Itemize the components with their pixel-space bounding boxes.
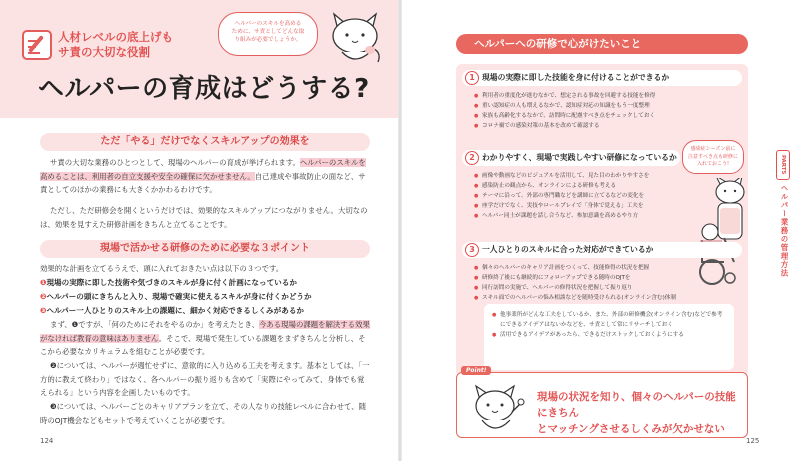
bubble-line-3: 入れておこう! (696, 161, 729, 167)
chapter-title-label: ヘルパー業務の管理方法 (780, 184, 789, 278)
bullet-item: ● 利用者の重度化が進むなかで、想定される事故を回避する技能を修得 (474, 91, 655, 101)
right-section-header: ヘルパーへの研修で心がけたいこと (456, 34, 748, 54)
wheelchair-care-illustration-icon (690, 178, 758, 288)
three-points-list (40, 276, 370, 318)
bullet-item: ● 個々のヘルパーのキャリア計画をつくって、技能修得の状況を把握 (474, 263, 676, 273)
point-1-bullets (474, 91, 655, 131)
point-item-1 (40, 276, 370, 290)
point-title: わかりやすく、現場で実践しやすい研修になっているか (482, 153, 677, 162)
point-text: ヘルパーの頭にきちんと入り、現場で確実に使えるスキルが身に付くかどうか (46, 292, 312, 301)
paragraph-caution: ただし、ただ研修会を開くというだけでは、効果的なスキルアップにつながりません。大切なのは、効果を見すえた研修計画をきちんと立てることです。 (40, 206, 368, 229)
page-number-left: 124 (40, 437, 54, 445)
point-number: ❶ (40, 278, 47, 287)
point-item-3 (40, 304, 370, 318)
tagline-line-1: 人材レベルの底上げも (58, 30, 173, 44)
highlighted-text: ヘルパーのスキルを高めることは、利用者の自立支援や安全の確保に欠かせません。 (40, 158, 366, 181)
highlighted-text: 今ある現場の課題を解決する效果がなければ教育の意味はありません (40, 320, 370, 343)
point-title: 一人ひとりのスキルに合った対応ができているか (482, 245, 654, 254)
chapter-side-tab (776, 150, 790, 290)
point-3-bullets (474, 263, 676, 303)
bullet-item: ● ヘルパー同士が課題を話し合うなど、参加意識を高めるやり方 (474, 211, 649, 221)
tagline-line-2: サ責の大切な役割 (58, 45, 150, 59)
para-text: 自己達成や事故防止の面など、サ責としてのほかの業務にも大きくかかわるわけです。 (40, 171, 366, 195)
bubble-line-2: ために、サ責としてどんな取 (231, 29, 305, 35)
bubble-line-3: り組みが必要でしょうか。 (234, 37, 302, 43)
paragraph-intro (40, 156, 370, 197)
paragraph-point-a (40, 318, 370, 359)
training-point-3 (462, 242, 742, 258)
training-point-1 (462, 70, 742, 86)
page-number-right: 125 (746, 437, 760, 445)
point-2-bullets (474, 171, 649, 221)
point-text: ヘルパー一人ひとりのスキル上の課題に、細かく対応できるしくみがあるか (46, 306, 305, 315)
cat-illustration-icon (320, 8, 390, 68)
bubble-line-2: 注意すべき点も研修に (688, 153, 738, 160)
bullet-item: ● 研修終了後にも継続的にフォローアップできる随時のOJTを (474, 273, 676, 283)
point-number: ❷ (40, 292, 47, 301)
bullet-item: ● コロナ禍での感染対策の基本を改めて確認する (474, 121, 655, 131)
point-tag: Point! (461, 366, 491, 375)
point-number-badge: 1 (465, 71, 479, 85)
point-text: 現場の実際に即した技術や気づきのスキルが身に付く計画になっているか (46, 278, 297, 287)
bubble-line-1: 感染症シーズン前に (690, 146, 736, 152)
bullet-item: ● 座学だけでなく、実技やロールプレイで「身体で覚える」工夫を (474, 201, 649, 211)
paragraph-points-intro: 効果的な計画を立てるうえで、頭に入れておきたい点は以下の３つです。 (40, 264, 284, 273)
research-tips-box (484, 304, 734, 370)
bullet-item: ● テーマに沿って、外部の専門職などを講師に立てるなどの変化を (474, 191, 649, 201)
point-number-badge: 3 (465, 243, 479, 257)
section-heading-effect: ただ「やる」だけでなくスキルアップの効果を (40, 133, 370, 151)
section-heading-points: 現場で活かせる研修のために必要な３ポイント (40, 240, 370, 258)
tip-speech-bubble (682, 140, 744, 174)
para-text: サ責の大切な業務のひとつとして、現場のヘルパーの育成が挙げられます。 (50, 158, 300, 167)
point-item-2 (40, 290, 370, 304)
tip-item: ● 他事業所がどんな工夫をしているか、また、外部の研修機会(オンライン含む)などで参考にできるアイデアはないかなどを、サ責として常にリサーチしておく (492, 310, 726, 330)
bullet-item: ● 家族も高齢化するなかで、訪問時に配慮すべき点をチェックしておく (474, 111, 655, 121)
training-point-2 (462, 150, 680, 166)
point-summary-line-2: とマッチングさせるしくみが欠かせない (537, 423, 725, 435)
para-text: 。そこで、現場で発生している課題をまずきちんと分析し、そこから必要なカリキュラムを組むことが必要です。 (40, 333, 366, 357)
point-number-badge: 2 (465, 151, 479, 165)
speech-bubble (218, 12, 318, 56)
cat-mascot-icon (466, 382, 530, 436)
pencil-note-icon (22, 30, 52, 60)
bullet-item: ● スキル面でのヘルパーの悩み相談などを随時受けられる(オンライン含む)体制 (474, 293, 676, 303)
point-summary-text (537, 389, 737, 437)
paragraph-point-b: ❷については、ヘルパーが週忙せずに、意欲的に入り込める工夫を考えます。基本としては、「一方的に教えて終わり」ではなく、各ヘルパーの振り返りも含めて「実際にやってみて、身体でも覚えられる」という内容を企画したいものです。 (40, 361, 370, 398)
bullet-item: ● 同行訪問の実施で、ヘルパーの修得状況を把握して振り返り (474, 283, 676, 293)
point-number: ❸ (40, 306, 47, 315)
bullet-item: ● 画像や動画などのビジュアルを活用して、見た目のわかりやすさを (474, 171, 649, 181)
chapter-part-label: PART5 (776, 150, 790, 180)
book-gutter (398, 0, 402, 461)
bubble-line-1: ヘルパーのスキルを高める (234, 21, 302, 27)
bullet-item: ● 感染防止の観点から、オンラインによる研修も考える (474, 181, 649, 191)
page-title: ヘルパーの育成はどうする? (38, 74, 370, 104)
tip-item: ● 活用できるアイデアがあったら、できるだけストックしておくようにする (492, 330, 726, 340)
point-summary-line-1: 現場の状況を知り、個々のヘルパーの技能にきちん (537, 391, 736, 419)
para-text: まず、❶ですが、「何のためにそれをやるのか」を考えたとき、 (50, 320, 259, 329)
bullet-item: ● 重い認知症の人も増えるなかで、認知症対応の知識をもう一度整理 (474, 101, 655, 111)
tagline (58, 30, 173, 60)
point-title: 現場の実際に即した技能を身に付けることができるか (482, 73, 670, 82)
paragraph-point-c: ❸については、ヘルパーごとのキャリアプランを立て、その人なりの技能レベルに合わせて、随時のOJT機会などもセットで考えていくことが必要です。 (40, 402, 367, 425)
